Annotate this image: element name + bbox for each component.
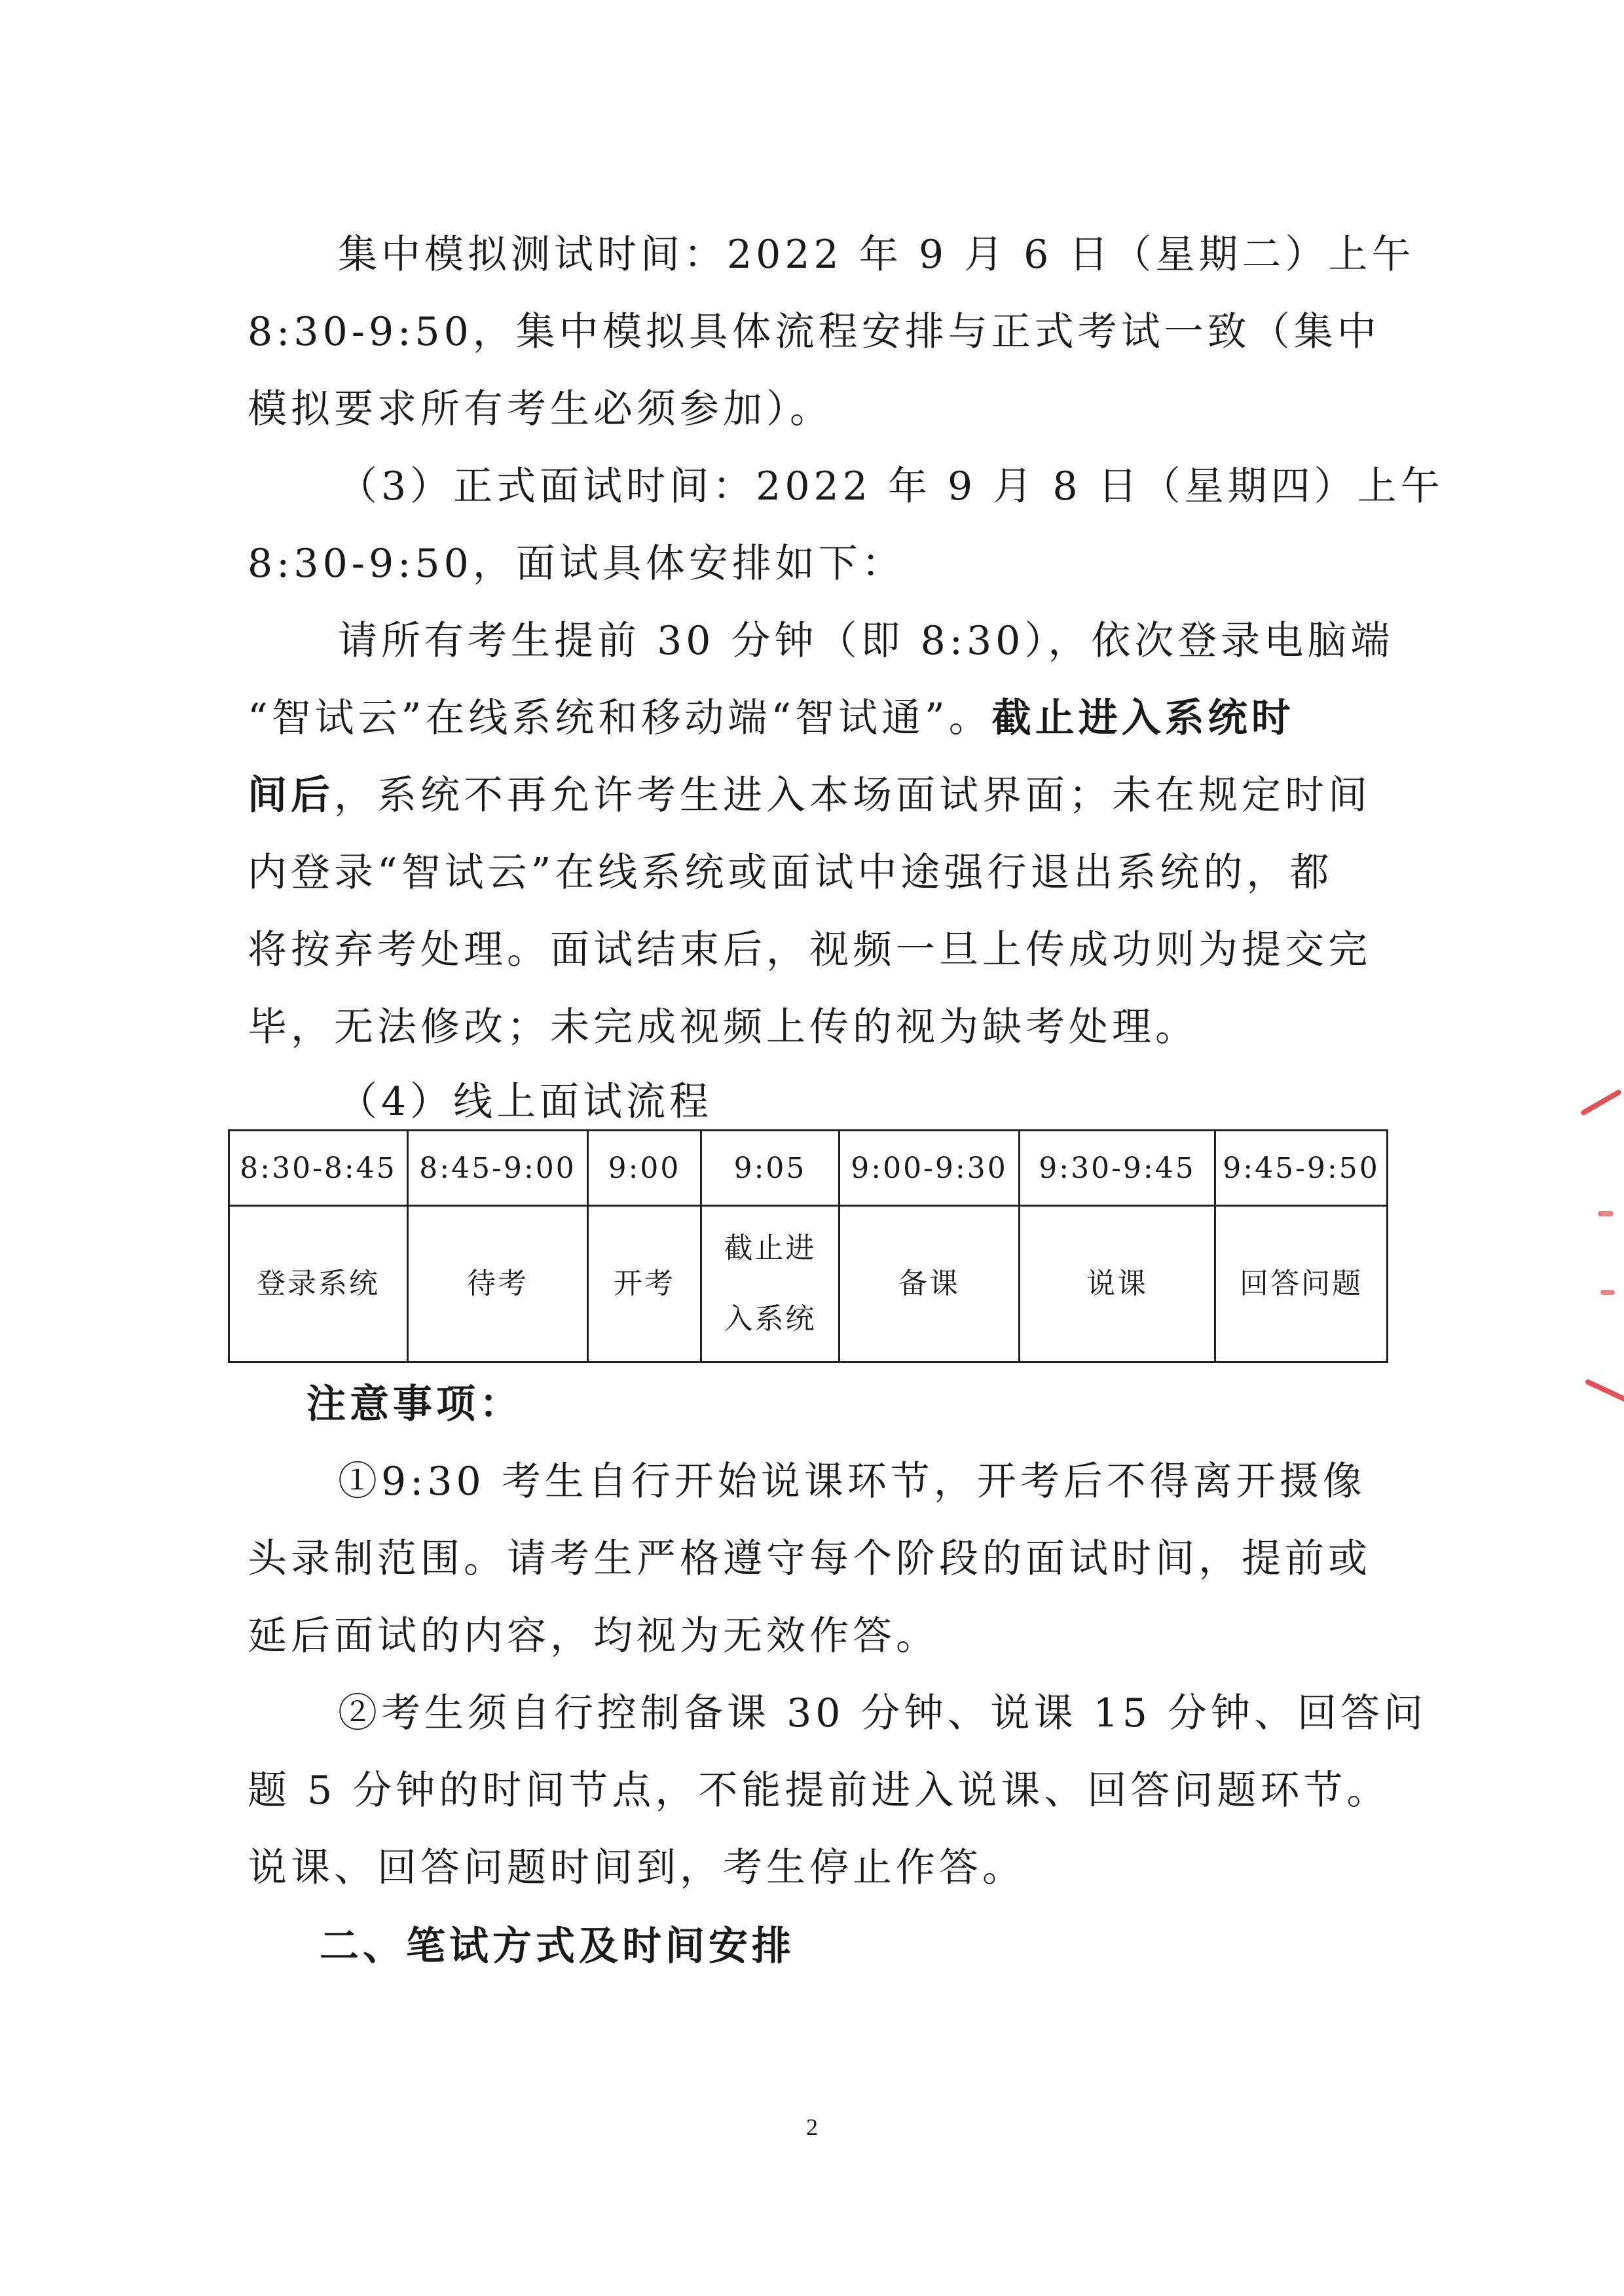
step-line: 截止进	[724, 1231, 817, 1265]
seal-edge-mark	[1600, 1290, 1615, 1295]
page-number: 2	[806, 2114, 818, 2140]
step-line: 入系统	[724, 1302, 817, 1336]
table-cell-time: 9:05	[701, 1131, 840, 1206]
table-cell-time: 9:00	[588, 1131, 701, 1206]
table-cell-step: 待考	[408, 1206, 588, 1362]
paragraph-login-instructions	[248, 602, 1394, 1066]
text-segment: “智试云”在线系统和移动端“智试通”。	[248, 695, 992, 741]
section-heading-written-exam: 二、笔试方式及时间安排	[320, 1923, 795, 1969]
table-cell-time: 9:30-9:45	[1020, 1131, 1215, 1206]
text-line: 说课、回答问题时间到，考生停止作答。	[248, 1845, 1025, 1891]
text-line: 头录制范围。请考生严格遵守每个阶段的面试时间，提前或	[248, 1536, 1371, 1582]
text-line: 题 5 分钟的时间节点，不能提前进入说课、回答问题环节。	[248, 1768, 1390, 1813]
text-line	[248, 680, 1380, 757]
seal-edge-mark	[1585, 1379, 1624, 1403]
bold-text-segment: 间后	[248, 773, 334, 818]
paragraph-note-2	[248, 1675, 1427, 1906]
text-line	[248, 757, 1380, 834]
table-cell-time: 9:00-9:30	[840, 1131, 1020, 1206]
text-line: ①9:30 考生自行开始说课环节，开考后不得离开摄像	[338, 1459, 1366, 1504]
text-segment: ，系统不再允许考生进入本场面试界面；未在规定时间	[334, 773, 1371, 818]
interview-flow-table	[228, 1129, 1388, 1363]
paragraph-formal-interview-time	[248, 448, 1444, 602]
table-cell-step: 登录系统	[229, 1206, 408, 1362]
table-row-times	[229, 1131, 1388, 1206]
text-line: ②考生须自行控制备课 30 分钟、说课 15 分钟、回答问	[338, 1690, 1427, 1736]
text-line: 内登录“智试云”在线系统或面试中途强行退出系统的，都	[248, 850, 1333, 896]
table-row-steps	[229, 1206, 1388, 1362]
bold-text-segment: 截止进入系统时	[991, 695, 1295, 741]
section-heading-online-flow: （4）线上面试流程	[338, 1079, 713, 1125]
text-line: 将按弃考处理。面试结束后，视频一旦上传成功则为提交完	[248, 927, 1371, 973]
text-line: （3）正式面试时间：2022 年 9 月 8 日（星期四）上午	[338, 464, 1444, 509]
notes-heading: 注意事项：	[306, 1381, 523, 1427]
table-cell-step: 备课	[840, 1206, 1020, 1362]
table-cell-time: 8:45-9:00	[408, 1131, 588, 1206]
table-cell-step	[701, 1206, 840, 1362]
paragraph-mock-test-time	[248, 216, 1415, 448]
text-line: 毕，无法修改；未完成视频上传的视为缺考处理。	[248, 1004, 1198, 1050]
seal-edge-mark	[1598, 1211, 1614, 1216]
table-cell-time: 8:30-8:45	[229, 1131, 408, 1206]
text-line: 模拟要求所有考生必须参加）。	[248, 386, 833, 432]
paragraph-note-1	[248, 1443, 1380, 1675]
text-line: 8:30-9:50，面试具体安排如下：	[248, 541, 905, 587]
table-cell-step: 开考	[588, 1206, 701, 1362]
text-line: 8:30-9:50，集中模拟具体流程安排与正式考试一致（集中	[248, 309, 1380, 355]
table-cell-step: 回答问题	[1215, 1206, 1388, 1362]
text-line: 集中模拟测试时间：2022 年 9 月 6 日（星期二）上午	[338, 232, 1415, 278]
table-cell-time: 9:45-9:50	[1215, 1131, 1388, 1206]
seal-edge-mark	[1580, 1089, 1623, 1116]
table-cell-step: 说课	[1020, 1206, 1215, 1362]
text-line: 请所有考生提前 30 分钟（即 8:30），依次登录电脑端	[338, 618, 1394, 664]
text-line: 延后面试的内容，均视为无效作答。	[248, 1613, 939, 1659]
